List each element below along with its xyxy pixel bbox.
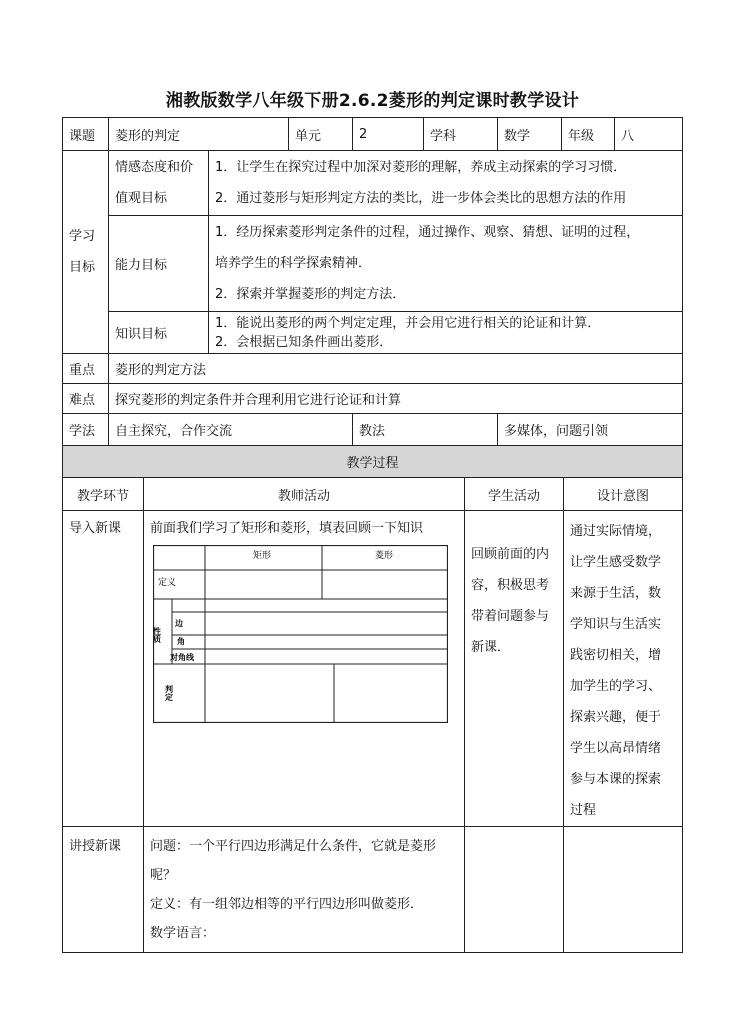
- difficulty-value: 探究菱形的判定条件并合理利用它进行论证和计算: [109, 384, 683, 414]
- intro-student-line1: 回顾前面的内: [471, 547, 550, 562]
- key-value: 菱形的判定方法: [109, 354, 683, 384]
- lecture-question-1: 问题：一个平行四边形满足什么条件，它就是菱形: [150, 839, 437, 854]
- lecture-student: [465, 827, 564, 953]
- info-table: [62, 117, 683, 446]
- grade-label: 年级: [562, 118, 615, 151]
- col-design: 设计意图: [564, 478, 683, 511]
- ability-goal-1a: 1．经历探索菱形判定条件的过程，通过操作、观察、猜想、证明的过程，: [215, 225, 640, 240]
- lecture-math-language: 数学语言：: [150, 926, 216, 941]
- emotion-label-line2: 值观目标: [115, 191, 168, 206]
- key-label: 重点: [63, 354, 109, 384]
- subject-label: 学科: [424, 118, 498, 151]
- ability-goal-1b: 培养学生的科学探索精神．: [215, 256, 372, 271]
- intro-design: [564, 511, 683, 827]
- ability-goal-2: 2．探索并掌握菱形的判定方法．: [215, 287, 406, 302]
- process-header: 教学过程: [63, 446, 683, 478]
- lecture-question-2: 呢？: [150, 868, 177, 883]
- lecture-design: [564, 827, 683, 953]
- intro-design-line3: 来源于生活，数: [570, 586, 662, 601]
- knowledge-goal-2: 2．会根据已知条件画出菱形．: [215, 334, 393, 350]
- lecture-stage: 讲授新课: [63, 827, 144, 953]
- intro-design-line2: 让学生感受数学: [570, 555, 662, 570]
- study-method-value: 自主探究，合作交流: [109, 414, 353, 446]
- difficulty-label: 难点: [63, 384, 109, 414]
- intro-design-line6: 加学生的学习、: [570, 679, 662, 694]
- emotion-goal-label: [109, 151, 209, 216]
- intro-student-line3: 带着问题参与: [471, 609, 550, 624]
- intro-design-line8: 学生以高昂情绪: [570, 741, 662, 756]
- topic-label: 课题: [63, 118, 109, 151]
- review-row-def: 定义: [158, 578, 177, 588]
- review-row-angle: 角: [177, 637, 185, 646]
- ability-goal-content: [209, 216, 683, 312]
- review-row-judge: 判定: [164, 685, 174, 701]
- emotion-label-line1: 情感态度和价: [115, 160, 194, 175]
- unit-value: 2: [353, 118, 424, 151]
- ability-goal-label: 能力目标: [109, 216, 209, 312]
- lecture-definition: 定义：有一组邻边相等的平行四边形叫做菱形．: [150, 897, 424, 912]
- teach-method-label: 教法: [353, 414, 498, 446]
- review-col-rhombus: 菱形: [375, 551, 394, 561]
- knowledge-goal-content: [209, 312, 683, 354]
- review-col-rect: 矩形: [253, 551, 272, 561]
- goals-label: [63, 151, 109, 354]
- intro-design-line4: 学知识与生活实: [570, 617, 662, 632]
- knowledge-goal-label: 知识目标: [109, 312, 209, 354]
- knowledge-goal-1: 1．能说出菱形的两个判定定理，并会用它进行相关的论证和计算．: [215, 315, 601, 331]
- intro-teacher-text: 前面我们学习了矩形和菱形，填表回顾一下知识: [150, 521, 424, 536]
- intro-design-line5: 践密切相关，增: [570, 648, 662, 663]
- review-row-prop: 性质: [153, 627, 162, 643]
- review-table-border: [154, 546, 448, 723]
- intro-student: [465, 511, 564, 827]
- page-title: 湘教版数学八年级下册2.6.2菱形的判定课时教学设计: [165, 91, 580, 111]
- intro-design-line9: 参与本课的探索: [570, 772, 662, 787]
- intro-stage: 导入新课: [63, 511, 144, 827]
- unit-label: 单元: [289, 118, 353, 151]
- emotion-goal-content: [209, 151, 683, 216]
- review-table: [153, 545, 448, 723]
- goals-label-line2: 目标: [69, 260, 96, 275]
- intro-design-line10: 过程: [570, 803, 597, 818]
- col-student: 学生活动: [465, 478, 564, 511]
- lecture-teacher: [144, 827, 465, 953]
- subject-value: 数学: [498, 118, 562, 151]
- review-row-side: 边: [175, 619, 183, 628]
- topic-value: 菱形的判定: [109, 118, 289, 151]
- intro-student-line2: 容，积极思考: [471, 578, 550, 593]
- col-teacher: 教师活动: [144, 478, 465, 511]
- col-stage: 教学环节: [63, 478, 144, 511]
- intro-student-line4: 新课．: [471, 640, 511, 655]
- intro-design-line7: 探索兴趣，便于: [570, 710, 662, 725]
- grade-value: 八: [615, 118, 683, 151]
- emotion-goal-2: 2．通过菱形与矩形判定方法的类比，进一步体会类比的思想方法的作用: [215, 191, 627, 206]
- review-row-diag: 对角线: [170, 653, 194, 662]
- teach-method-value: 多媒体，问题引领: [498, 414, 683, 446]
- study-method-label: 学法: [63, 414, 109, 446]
- emotion-goal-1: 1．让学生在探究过程中加深对菱形的理解，养成主动探索的学习习惯．: [215, 160, 627, 175]
- intro-design-line1: 通过实际情境，: [570, 524, 662, 539]
- goals-label-line1: 学习: [69, 229, 96, 244]
